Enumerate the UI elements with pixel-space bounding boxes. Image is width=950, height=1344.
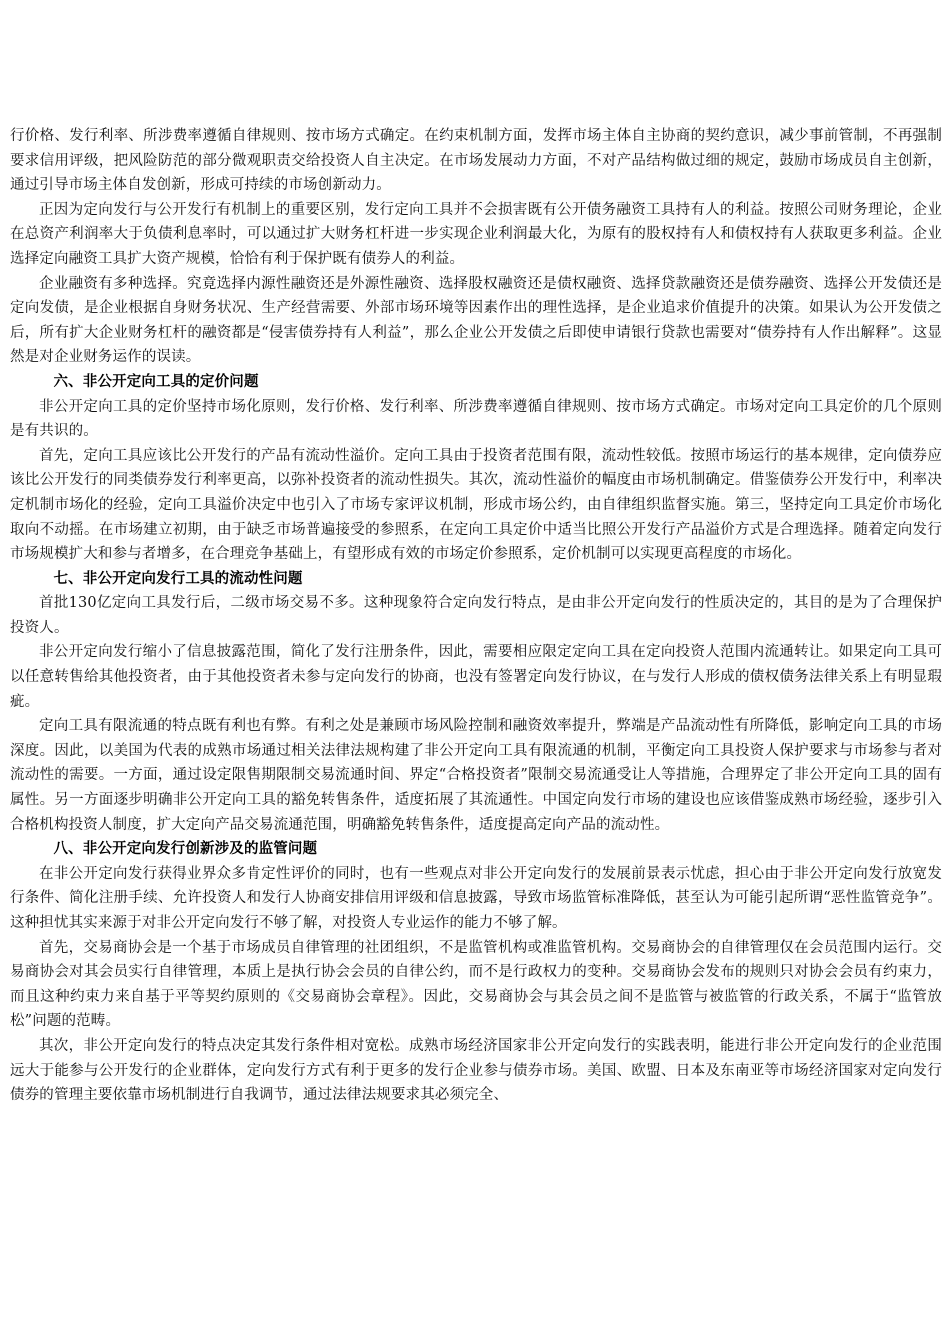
section-heading-6: 六、非公开定向工具的定价问题 (53, 373, 259, 390)
paragraph-11: 其次，非公开定向发行的特点决定其发行条件相对宽松。成熟市场经济国家非公开定向发行的实践表明，能进行非公开定向发行的企业范围远大于能参与公开发行的企业群体，定向发行方式有利于更多的发行企业参与债券市场。美国、欧盟、日本及东南亚等市场经济国家对定向发行债券的管理主要依靠市场机制进行自我调节，通过法律法规要求其必须完全、 (10, 1037, 942, 1104)
section-heading-8: 八、非公开定向发行创新涉及的监管问题 (53, 841, 318, 858)
paragraph-7: 非公开定向发行缩小了信息披露范围，简化了发行注册条件，因此，需要相应限定定向工具在定向投资人范围内流通转让。如果定向工具可以任意转售给其他投资者，由于其他投资者未参与定向发行的协商，也没有签署定向发行协议，在与发行人形成的债权债务法律关系上有明显瑕疵。 (10, 644, 942, 710)
paragraph-1: 行价格、发行利率、所涉费率遵循自律规则、按市场方式确定。在约束机制方面，发挥市场主体自主协商的契约意识，减少事前管制，不再强制要求信用评级，把风险防范的部分微观职责交给投资人自主决定。在市场发展动力方面，不对产品结构做过细的规定，鼓励市场成员自主创新，通过引导市场主体自发创新，形成可持续的市场创新动力。 (10, 128, 942, 194)
paragraph-4: 非公开定向工具的定价坚持市场化原则，发行价格、发行利率、所涉费率遵循自律规则、按市场方式确定。市场对定向工具定价的几个原则是有共识的。 (10, 398, 942, 440)
document-body (10, 124, 942, 1108)
paragraph-9: 在非公开定向发行获得业界众多肯定性评价的同时，也有一些观点对非公开定向发行的发展前景表示忧虑，担心由于非公开定向发行放宽发行条件、简化注册手续、允许投资人和发行人协商安排信用评级和信息披露，导致市场监管标准降低，甚至认为可能引起所谓“恶性监管竞争”。这种担忧其实来源于对非公开定向发行不够了解，对投资人专业运作的能力不够了解。 (10, 865, 942, 931)
paragraph-2: 正因为定向发行与公开发行有机制上的重要区别，发行定向工具并不会损害既有公开债务融资工具持有人的利益。按照公司财务理论，企业在总资产利润率大于负债利息率时，可以通过扩大财务杠杆进一步实现企业利润最大化，为原有的股权持有人和债权持有人获取更多利益。企业选择定向融资工具扩大资产规模，恰恰有利于保护既有债券人的利益。 (10, 201, 942, 267)
paragraph-3: 企业融资有多种选择。究竟选择内源性融资还是外源性融资、选择股权融资还是债权融资、选择贷款融资还是债券融资、选择公开发债还是定向发债，是企业根据自身财务状况、生产经营需要、外部市场环境等因素作出的理性选择，是企业追求价值提升的决策。如果认为公开发债之后，所有扩大企业财务杠杆的融资都是“侵害债券持有人利益”，那么企业公开发债之后即使申请银行贷款也需要对“债券持有人作出解释”。这显然是对企业财务运作的误读。 (10, 275, 942, 366)
paragraph-8: 定向工具有限流通的特点既有利也有弊。有利之处是兼顾市场风险控制和融资效率提升，弊端是产品流动性有所降低，影响定向工具的市场深度。因此，以美国为代表的成熟市场通过相关法律法规构建了非公开定向工具有限流通的机制，平衡定向工具投资人保护要求与市场参与者对流动性的需要。一方面，通过设定限售期限制交易流通时间、界定“合格投资者”限制交易流通受让人等措施，合理界定了非公开定向工具的固有属性。另一方面逐步明确非公开定向工具的豁免转售条件，适度拓展了其流通性。中国定向发行市场的建设也应该借鉴成熟市场经验，逐步引入合格机构投资人制度，扩大定向产品交易流通范围，明确豁免转售条件，适度提高定向产品的流动性。 (10, 718, 942, 833)
paragraph-10: 首先，交易商协会是一个基于市场成员自律管理的社团组织，不是监管机构或准监管机构。交易商协会的自律管理仅在会员范围内运行。交易商协会对其会员实行自律管理，本质上是执行协会会员的自律公约，而不是行政权力的变种。交易商协会发布的规则只对协会会员有约束力，而且这种约束力来自基于平等契约原则的《交易商协会章程》。因此，交易商协会与其会员之间不是监管与被监管的行政关系，不属于“监管放松”问题的范畴。 (10, 939, 942, 1030)
paragraph-5: 首先，定向工具应该比公开发行的产品有流动性溢价。定向工具由于投资者范围有限，流动性较低。按照市场运行的基本规律，定向债券应该比公开发行的同类债券发行利率更高，以弥补投资者的流动性损失。其次，流动性溢价的幅度由市场机制确定。借鉴债券公开发行中，利率决定机制市场化的经验，定向工具溢价决定中也引入了市场专家评议机制，形成市场公约，由自律组织监督实施。第三，坚持定向工具定价市场化取向不动摇。在市场建立初期，由于缺乏市场普遍接受的参照系，在定向工具定价中适当比照公开发行产品溢价方式是合理选择。随着定向发行市场规模扩大和参与者增多，在合理竞争基础上，有望形成有效的市场定价参照系，定价机制可以实现更高程度的市场化。 (10, 447, 942, 563)
paragraph-6: 首批130亿定向工具发行后，二级市场交易不多。这种现象符合定向发行特点，是由非公开定向发行的性质决定的，其目的是为了合理保护投资人。 (10, 595, 942, 636)
section-heading-7: 七、非公开定向发行工具的流动性问题 (53, 570, 303, 587)
